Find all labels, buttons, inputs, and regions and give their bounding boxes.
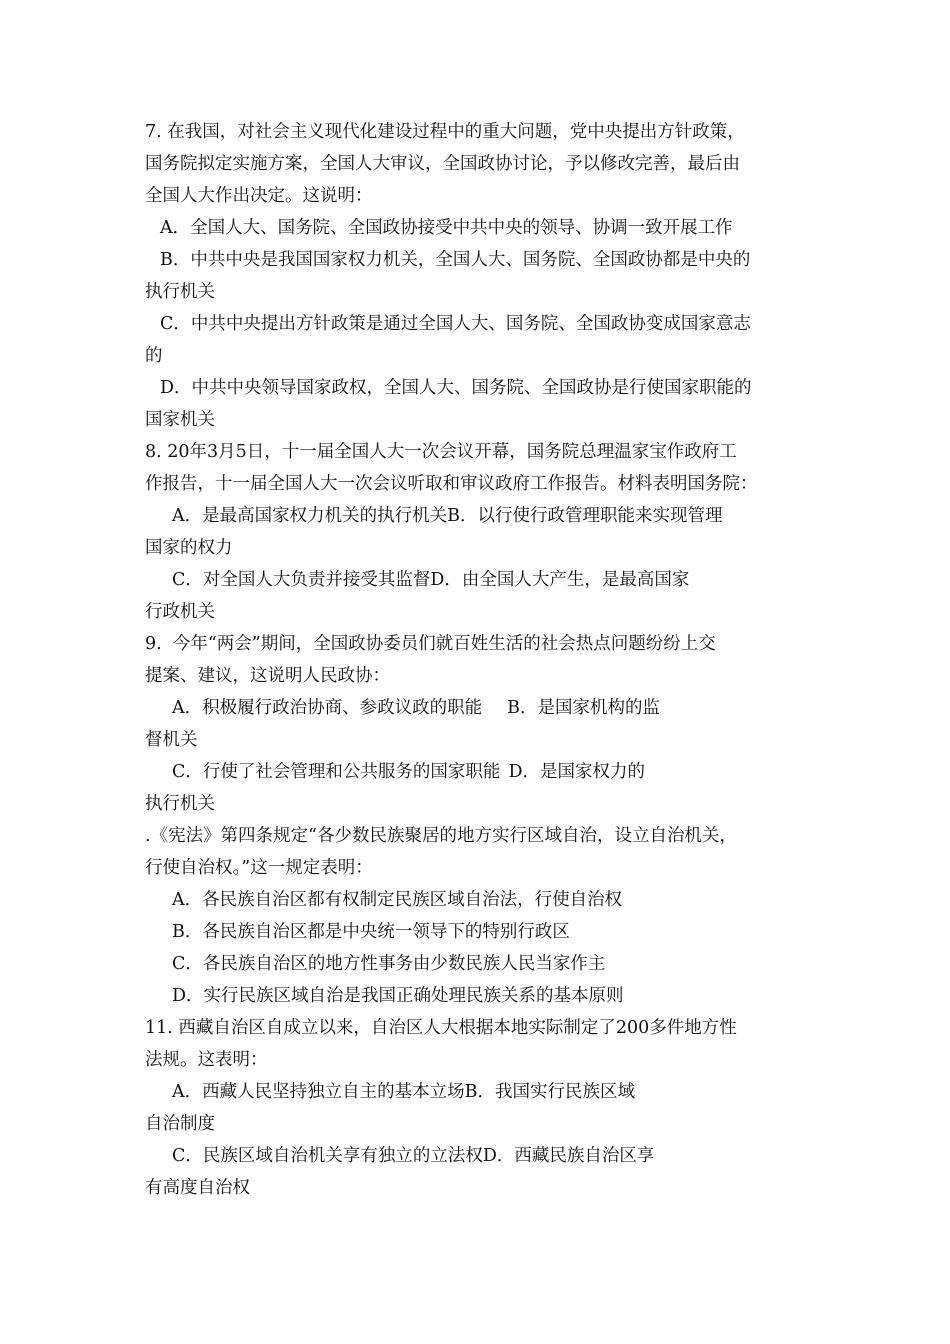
question-stem: 全国人大作出决定。这说明： — [145, 186, 373, 206]
option-b-continued: 自治制度 — [145, 1114, 215, 1134]
question-10 — [145, 820, 810, 1012]
option-d: D．是国家权力的 — [508, 762, 645, 782]
question-stem: 行使自治权。”这一规定表明： — [145, 858, 373, 878]
option-b: B．是国家机构的监 — [507, 698, 660, 718]
question-stem: 作报告，十一届全国人大一次会议听取和审议政府工作报告。材料表明国务院： — [145, 474, 758, 494]
option-b: B．我国实行民族区域 — [464, 1082, 636, 1102]
question-7 — [145, 116, 810, 436]
option-c: C．行使了社会管理和公共服务的国家职能 — [172, 762, 501, 782]
option-c-continued: 的 — [145, 346, 163, 366]
document-page — [145, 116, 810, 1204]
option-row — [145, 692, 810, 724]
question-9 — [145, 628, 810, 820]
option-a: A．积极履行政治协商、参政议政的职能 — [172, 698, 483, 718]
option-d: D．中共中央领导国家政权，全国人大、国务院、全国政协是行使国家职能的 — [160, 378, 752, 398]
option-a: A．西藏人民坚持独立自主的基本立场 — [172, 1082, 465, 1102]
option-d: D．实行民族区域自治是我国正确处理民族关系的基本原则 — [172, 986, 624, 1006]
option-a: A．各民族自治区都有权制定民族区域自治法，行使自治权 — [172, 890, 623, 910]
option-c: C．对全国人大负责并接受其监督 — [172, 570, 431, 590]
option-d-continued: 行政机关 — [145, 602, 215, 622]
option-d-continued: 有高度自治权 — [145, 1178, 250, 1198]
question-stem: .《宪法》第四条规定“各少数民族聚居的地方实行区域自治，设立自治机关， — [145, 826, 738, 846]
question-8 — [145, 436, 810, 628]
option-b: B．各民族自治区都是中央统一领导下的特别行政区 — [172, 922, 570, 942]
option-b-continued: 督机关 — [145, 730, 198, 750]
question-stem: 提案、建议，这说明人民政协： — [145, 666, 390, 686]
question-stem: 法规。这表明： — [145, 1050, 268, 1070]
option-b-continued: 国家的权力 — [145, 538, 233, 558]
option-d-continued: 执行机关 — [145, 794, 215, 814]
option-a: A．是最高国家权力机关的执行机关 — [172, 506, 448, 526]
option-b-continued: 执行机关 — [145, 282, 215, 302]
question-stem: 7. 在我国，对社会主义现代化建设过程中的重大问题，党中央提出方针政策， — [145, 122, 745, 142]
option-row — [145, 500, 810, 532]
option-d: D．西藏民族自治区享 — [482, 1146, 655, 1166]
option-row — [145, 564, 810, 596]
option-b: B．中共中央是我国国家权力机关，全国人大、国务院、全国政协都是中央的 — [160, 250, 751, 270]
option-c: C．中共中央提出方针政策是通过全国人大、国务院、全国政协变成国家意志 — [160, 314, 751, 334]
option-c: C．各民族自治区的地方性事务由少数民族人民当家作主 — [172, 954, 606, 974]
option-row — [145, 1140, 810, 1172]
question-11 — [145, 1012, 810, 1204]
option-a: A．全国人大、国务院、全国政协接受中共中央的领导、协调一致开展工作 — [160, 218, 733, 238]
option-d-continued: 国家机关 — [145, 410, 215, 430]
question-stem: 8. 20年3月5日，十一届全国人大一次会议开幕，国务院总理温家宝作政府工 — [145, 442, 737, 462]
question-stem: 国务院拟定实施方案，全国人大审议，全国政协讨论，予以修改完善，最后由 — [145, 154, 740, 174]
option-row — [145, 1076, 810, 1108]
option-b: B．以行使行政管理职能来实现管理 — [447, 506, 723, 526]
question-stem: 11. 西藏自治区自成立以来，自治区人大根据本地实际制定了200多件地方性 — [145, 1018, 737, 1038]
option-d: D．由全国人大产生，是最高国家 — [430, 570, 690, 590]
option-row — [145, 756, 810, 788]
option-c: C．民族区域自治机关享有独立的立法权 — [172, 1146, 483, 1166]
question-stem: 9. 今年“两会”期间，全国政协委员们就百姓生活的社会热点问题纷纷上交 — [145, 634, 716, 654]
